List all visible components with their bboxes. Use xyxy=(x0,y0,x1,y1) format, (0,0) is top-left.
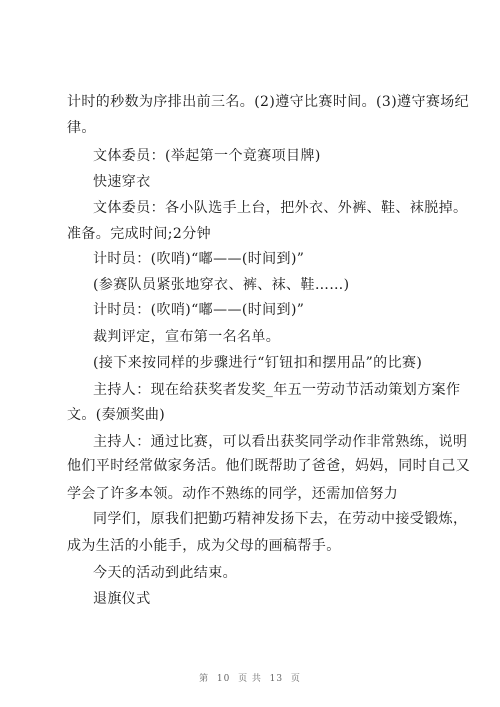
body-line: 计时的秒数为序排出前三名。(2)遵守比赛时间。(3)遵守赛场纪 xyxy=(67,94,470,110)
body-line: 文体委员：各小队选手上台，把外衣、外裤、鞋、袜脱掉。 xyxy=(93,200,468,216)
body-line: 文体委员：(举起第一个竟赛项目牌) xyxy=(93,148,321,164)
section-heading: 退旗仪式 xyxy=(93,591,151,607)
body-line: (接下来按同样的步骤进行“钉钮扣和摆用品”的比赛) xyxy=(93,355,423,371)
body-line: 计时员：(吹哨)“嘟——(时间到)” xyxy=(93,251,305,267)
body-line: 今天的活动到此结束。 xyxy=(93,565,237,581)
body-line: (参赛队员紧张地穿衣、裤、袜、鞋……) xyxy=(93,277,350,293)
body-line: 计时员：(吹哨)“嘟——(时间到)” xyxy=(93,302,305,318)
body-line: 主持人：现在给获奖者发奖_年五一劳动节活动策划方案作 xyxy=(93,382,461,398)
body-line: 文。(奏颁奖曲) xyxy=(67,407,166,423)
body-line: 他们平时经常做家务活。他们既帮助了爸爸，妈妈，同时自己又 xyxy=(67,458,471,474)
section-heading: 快速穿衣 xyxy=(93,174,151,190)
body-line: 律。 xyxy=(67,120,96,136)
body-line: 裁判评定，宣布第一名名单。 xyxy=(93,329,281,345)
body-line: 学会了许多本领。动作不熟练的同学，还需加倍努力 xyxy=(67,486,399,502)
body-line: 准备。完成时间;2分钟 xyxy=(67,226,212,242)
page-footer: 第 10 页 共 13 页 xyxy=(199,674,301,684)
body-line: 主持人：通过比赛，可以看出获奖同学动作非常熟练，说明 xyxy=(93,434,468,450)
body-line: 同学们，原我们把勤巧精神发扬下去，在劳动中接受锻炼， xyxy=(93,511,468,527)
body-line: 成为生活的小能手，成为父母的画稿帮手。 xyxy=(67,538,341,554)
